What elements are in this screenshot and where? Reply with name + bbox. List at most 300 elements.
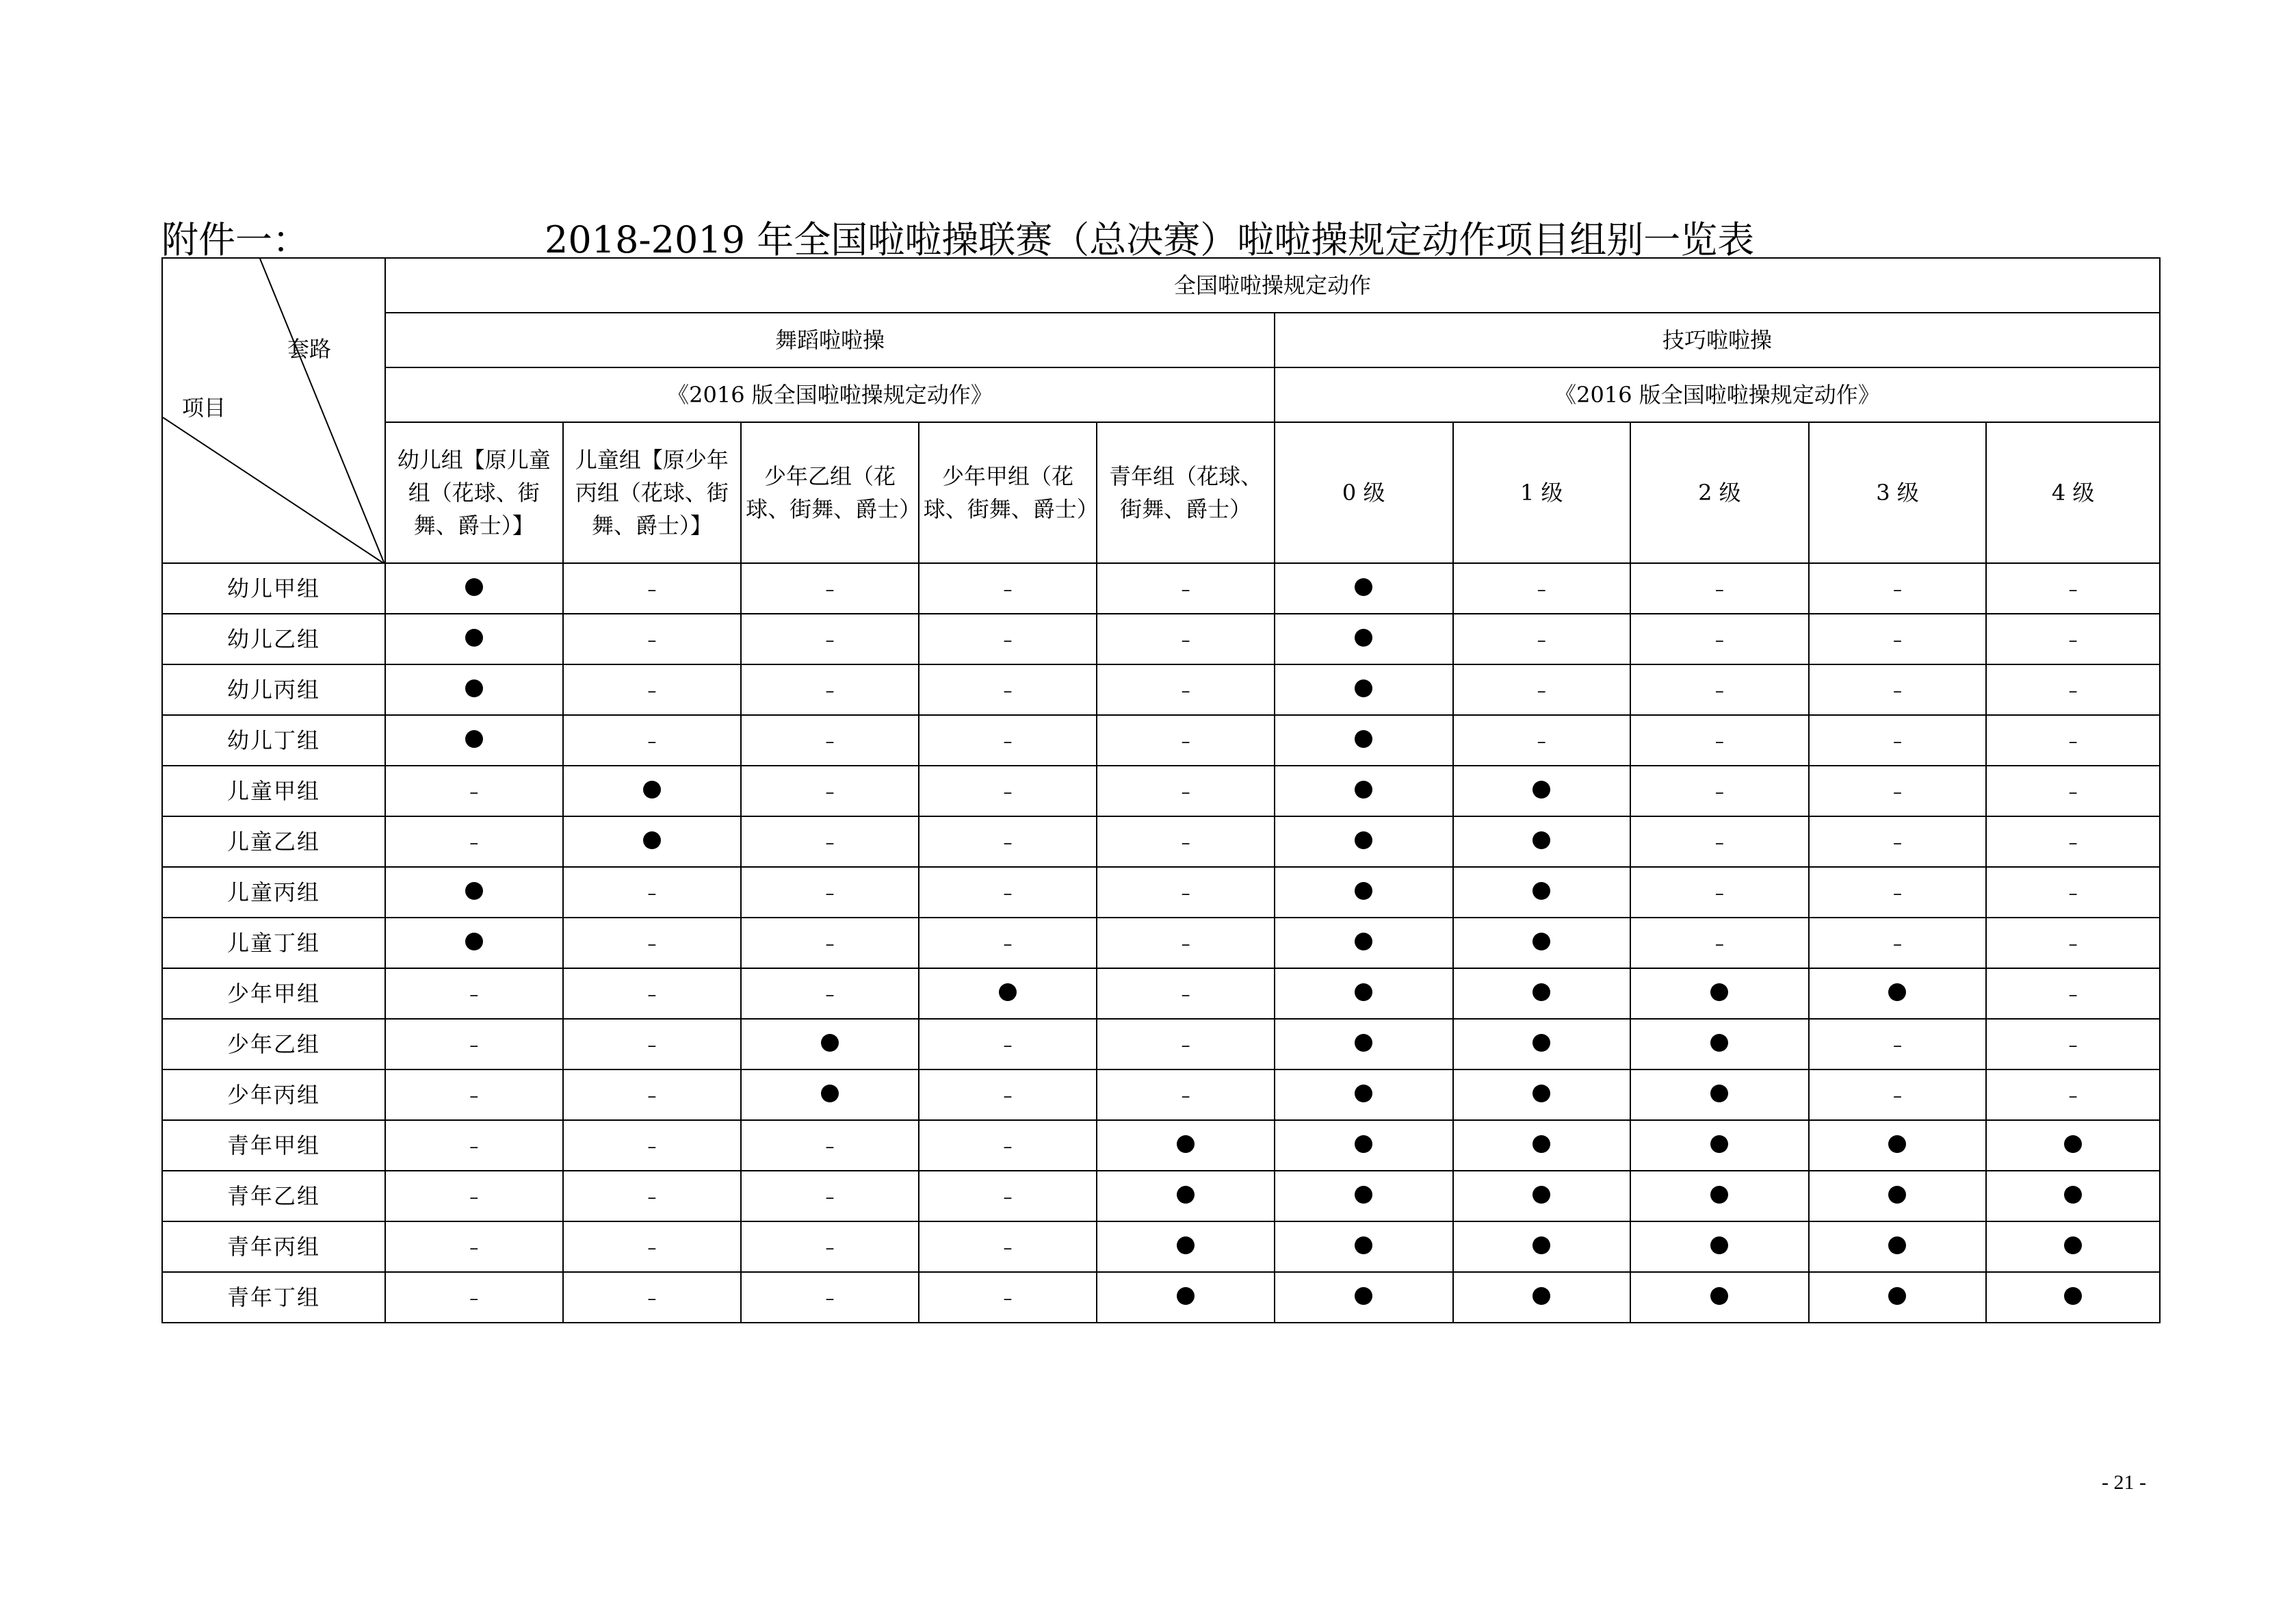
filled-dot-icon [1177, 1287, 1195, 1305]
filled-dot-icon [2064, 1135, 2082, 1153]
table-cell [563, 816, 742, 867]
dash-mark: – [825, 731, 835, 752]
filled-dot-icon [465, 730, 483, 748]
dash-mark: – [1181, 933, 1190, 955]
table-cell [385, 867, 563, 918]
top-header: 全国啦啦操规定动作 [385, 258, 2160, 313]
filled-dot-icon [1532, 933, 1550, 950]
table-cell [741, 1221, 919, 1272]
dash-mark: – [1181, 1035, 1190, 1056]
table-cell [919, 664, 1097, 715]
table-cell [1809, 1069, 1987, 1120]
dash-mark: – [1714, 883, 1724, 904]
dash-mark: – [1003, 1136, 1013, 1157]
dash-mark: – [1181, 1085, 1190, 1106]
table-cell [385, 766, 563, 816]
dash-mark: – [1537, 731, 1546, 752]
row-label: 少年乙组 [162, 1019, 385, 1069]
dash-mark: – [1892, 680, 1902, 701]
dash-mark: – [1892, 630, 1902, 651]
table-cell [1097, 1069, 1275, 1120]
dash-mark: – [1003, 1085, 1013, 1106]
table-cell [741, 918, 919, 968]
filled-dot-icon [1532, 1085, 1550, 1102]
filled-dot-icon [1888, 983, 1906, 1001]
dash-mark: – [469, 1136, 479, 1157]
table-cell [1275, 968, 1453, 1019]
filled-dot-icon [465, 882, 483, 900]
filled-dot-icon [1355, 781, 1372, 799]
table-cell [1630, 766, 1809, 816]
filled-dot-icon [1710, 1085, 1728, 1102]
header-row-3 [162, 367, 2160, 422]
table-cell [563, 1069, 742, 1120]
table-cell [1809, 968, 1987, 1019]
column-header-row [162, 422, 2160, 563]
table-cell [1097, 968, 1275, 1019]
filled-dot-icon [1888, 1135, 1906, 1153]
table-cell [563, 968, 742, 1019]
dash-mark: – [1003, 579, 1013, 600]
table-cell [1453, 715, 1631, 766]
filled-dot-icon [1177, 1135, 1195, 1153]
table-cell [1097, 1120, 1275, 1171]
table-cell [741, 816, 919, 867]
table-cell [385, 1120, 563, 1171]
row-label: 儿童丙组 [162, 867, 385, 918]
dash-mark: – [1892, 1035, 1902, 1056]
table-cell [385, 1019, 563, 1069]
dash-mark: – [647, 984, 657, 1005]
table-cell [385, 1221, 563, 1272]
table-cell [1275, 1272, 1453, 1323]
table-cell [385, 715, 563, 766]
filled-dot-icon [643, 831, 661, 849]
table-cell [1630, 1120, 1809, 1171]
table-cell [1809, 816, 1987, 867]
table-cell [385, 1069, 563, 1120]
table-row [162, 816, 2160, 867]
table-row [162, 867, 2160, 918]
filled-dot-icon [1532, 1287, 1550, 1305]
dash-mark: – [825, 984, 835, 1005]
dash-mark: – [469, 1237, 479, 1258]
dash-mark: – [469, 1035, 479, 1056]
dash-mark: – [1714, 781, 1724, 803]
table-row [162, 766, 2160, 816]
table-cell [1097, 563, 1275, 614]
table-cell [741, 1272, 919, 1323]
dash-mark: – [1003, 883, 1013, 904]
table-cell [741, 1120, 919, 1171]
table-cell [563, 1221, 742, 1272]
table-cell [1809, 1221, 1987, 1272]
group-header-dance: 舞蹈啦啦操 [385, 313, 1275, 367]
table-cell [1097, 664, 1275, 715]
table-cell [741, 1069, 919, 1120]
filled-dot-icon [2064, 1236, 2082, 1254]
table-cell [1453, 1221, 1631, 1272]
table-cell [563, 563, 742, 614]
table-cell [919, 1019, 1097, 1069]
table-cell [385, 968, 563, 1019]
dash-mark: – [647, 1237, 657, 1258]
table-cell [563, 766, 742, 816]
dash-mark: – [647, 883, 657, 904]
filled-dot-icon [1710, 983, 1728, 1001]
table-cell [1275, 1171, 1453, 1221]
row-label: 少年甲组 [162, 968, 385, 1019]
table-cell [1097, 816, 1275, 867]
table-cell [919, 816, 1097, 867]
filled-dot-icon [2064, 1287, 2082, 1305]
column-header: 4 级 [1986, 422, 2160, 563]
filled-dot-icon [1355, 983, 1372, 1001]
filled-dot-icon [1532, 781, 1550, 799]
table-cell [1453, 867, 1631, 918]
filled-dot-icon [1355, 679, 1372, 697]
row-label: 青年乙组 [162, 1171, 385, 1221]
table-cell [385, 918, 563, 968]
table-cell [1275, 766, 1453, 816]
table-cell [1986, 1069, 2160, 1120]
table-cell [1809, 918, 1987, 968]
table-cell [1630, 563, 1809, 614]
table-cell [1097, 1171, 1275, 1221]
title-row [161, 205, 2161, 260]
dash-mark: – [825, 933, 835, 955]
row-label: 幼儿丙组 [162, 664, 385, 715]
filled-dot-icon [1355, 629, 1372, 647]
table-cell [1453, 816, 1631, 867]
table-cell [563, 1272, 742, 1323]
filled-dot-icon [465, 578, 483, 596]
dash-mark: – [2068, 832, 2078, 853]
dash-mark: – [647, 933, 657, 955]
table-cell [1097, 1272, 1275, 1323]
table-cell [1986, 918, 2160, 968]
table-cell [741, 563, 919, 614]
corner-label-item: 项目 [182, 395, 226, 421]
dash-mark: – [1003, 1035, 1013, 1056]
table-row [162, 715, 2160, 766]
filled-dot-icon [1532, 1034, 1550, 1052]
row-label: 少年丙组 [162, 1069, 385, 1120]
dash-mark: – [647, 1288, 657, 1309]
table-cell [919, 715, 1097, 766]
filled-dot-icon [821, 1034, 839, 1052]
dash-mark: – [647, 680, 657, 701]
table-cell [385, 614, 563, 664]
row-label: 儿童丁组 [162, 918, 385, 968]
dash-mark: – [2068, 883, 2078, 904]
table-cell [1986, 867, 2160, 918]
dash-mark: – [647, 731, 657, 752]
table-cell [1275, 664, 1453, 715]
dash-mark: – [647, 1085, 657, 1106]
column-header: 1 级 [1453, 422, 1631, 563]
dash-mark: – [825, 781, 835, 803]
dash-mark: – [1003, 1186, 1013, 1208]
filled-dot-icon [643, 781, 661, 799]
table-cell [385, 1272, 563, 1323]
table-cell [1986, 563, 2160, 614]
filled-dot-icon [821, 1085, 839, 1102]
table-cell [1275, 614, 1453, 664]
dash-mark: – [1181, 984, 1190, 1005]
dash-mark: – [825, 832, 835, 853]
column-header: 0 级 [1275, 422, 1453, 563]
dash-mark: – [1537, 579, 1546, 600]
filled-dot-icon [1710, 1186, 1728, 1204]
dash-mark: – [1181, 680, 1190, 701]
table-cell [1986, 816, 2160, 867]
dash-mark: – [1892, 579, 1902, 600]
filled-dot-icon [2064, 1186, 2082, 1204]
dash-mark: – [2068, 630, 2078, 651]
table-cell [1630, 1272, 1809, 1323]
table-cell [1986, 664, 2160, 715]
table-cell [1453, 1019, 1631, 1069]
table-cell [1986, 1019, 2160, 1069]
filled-dot-icon [1355, 578, 1372, 596]
table-cell [1809, 1019, 1987, 1069]
dash-mark: – [825, 1288, 835, 1309]
table-cell [1453, 1120, 1631, 1171]
row-label: 青年甲组 [162, 1120, 385, 1171]
dash-mark: – [1714, 579, 1724, 600]
table-cell [563, 1019, 742, 1069]
dash-mark: – [1003, 832, 1013, 853]
table-cell [1097, 715, 1275, 766]
table-cell [741, 664, 919, 715]
dash-mark: – [647, 630, 657, 651]
filled-dot-icon [1177, 1186, 1195, 1204]
dash-mark: – [1181, 630, 1190, 651]
dash-mark: – [469, 1186, 479, 1208]
row-label: 幼儿甲组 [162, 563, 385, 614]
table-cell [1630, 1019, 1809, 1069]
table-cell [1097, 1221, 1275, 1272]
table-cell [1275, 1019, 1453, 1069]
table-cell [1453, 1069, 1631, 1120]
table-cell [1809, 1120, 1987, 1171]
dash-mark: – [1181, 781, 1190, 803]
dash-mark: – [647, 579, 657, 600]
column-header: 少年乙组（花球、街舞、爵士） [741, 422, 919, 563]
table-cell [563, 715, 742, 766]
table-row [162, 1171, 2160, 1221]
table-cell [1630, 1069, 1809, 1120]
filled-dot-icon [1532, 983, 1550, 1001]
table-cell [1809, 563, 1987, 614]
table-cell [1453, 664, 1631, 715]
filled-dot-icon [1710, 1135, 1728, 1153]
filled-dot-icon [1355, 933, 1372, 950]
filled-dot-icon [1888, 1236, 1906, 1254]
dash-mark: – [469, 1288, 479, 1309]
table-row [162, 918, 2160, 968]
dash-mark: – [1892, 781, 1902, 803]
dash-mark: – [2068, 933, 2078, 955]
table-cell [1453, 918, 1631, 968]
table-row [162, 1272, 2160, 1323]
row-label: 儿童乙组 [162, 816, 385, 867]
row-label: 青年丁组 [162, 1272, 385, 1323]
diagonal-line-1 [260, 259, 384, 564]
dash-mark: – [1003, 781, 1013, 803]
filled-dot-icon [465, 679, 483, 697]
table-cell [385, 664, 563, 715]
table-cell [1986, 968, 2160, 1019]
version-header-skill: 《2016 版全国啦啦操规定动作》 [1275, 367, 2160, 422]
table-cell [1275, 867, 1453, 918]
dash-mark: – [647, 1186, 657, 1208]
filled-dot-icon [465, 629, 483, 647]
table-cell [1630, 715, 1809, 766]
filled-dot-icon [1355, 1034, 1372, 1052]
table-cell [385, 1171, 563, 1221]
column-header: 儿童组【原少年丙组（花球、街舞、爵士）】 [563, 422, 742, 563]
table-cell [1986, 1120, 2160, 1171]
filled-dot-icon [1710, 1034, 1728, 1052]
document-title: 2018-2019 年全国啦啦操联赛（总决赛）啦啦操规定动作项目组别一览表 [545, 218, 1755, 261]
table-cell [919, 1120, 1097, 1171]
dash-mark: – [1181, 579, 1190, 600]
dash-mark: – [2068, 731, 2078, 752]
column-header: 青年组（花球、街舞、爵士） [1097, 422, 1275, 563]
filled-dot-icon [1355, 730, 1372, 748]
filled-dot-icon [1888, 1287, 1906, 1305]
row-label: 幼儿丁组 [162, 715, 385, 766]
dash-mark: – [647, 1035, 657, 1056]
table-cell [1630, 1171, 1809, 1221]
table-row [162, 968, 2160, 1019]
table-cell [919, 563, 1097, 614]
dash-mark: – [1892, 832, 1902, 853]
filled-dot-icon [1532, 1135, 1550, 1153]
table-cell [1453, 1171, 1631, 1221]
table-row [162, 1221, 2160, 1272]
table-cell [1809, 664, 1987, 715]
table-cell [919, 1221, 1097, 1272]
table-cell [1453, 614, 1631, 664]
table-cell [563, 1171, 742, 1221]
dash-mark: – [1892, 883, 1902, 904]
table-cell [1986, 1221, 2160, 1272]
table-cell [1630, 968, 1809, 1019]
filled-dot-icon [1532, 1236, 1550, 1254]
dash-mark: – [825, 579, 835, 600]
dash-mark: – [469, 1085, 479, 1106]
dash-mark: – [1892, 1085, 1902, 1106]
dash-mark: – [1181, 883, 1190, 904]
table-cell [1986, 1272, 2160, 1323]
dash-mark: – [1714, 933, 1724, 955]
filled-dot-icon [1355, 1085, 1372, 1102]
dash-mark: – [469, 832, 479, 853]
table-cell [1453, 563, 1631, 614]
header-row-2 [162, 313, 2160, 367]
table-cell [1986, 715, 2160, 766]
dash-mark: – [1003, 1288, 1013, 1309]
dash-mark: – [1714, 832, 1724, 853]
table-cell [919, 968, 1097, 1019]
dash-mark: – [825, 1136, 835, 1157]
filled-dot-icon [1355, 1236, 1372, 1254]
filled-dot-icon [999, 983, 1017, 1001]
dash-mark: – [1003, 680, 1013, 701]
table-cell [385, 816, 563, 867]
table-cell [1275, 816, 1453, 867]
table-cell [563, 614, 742, 664]
table-cell [1986, 766, 2160, 816]
group-header-skill: 技巧啦啦操 [1275, 313, 2160, 367]
column-header: 2 级 [1630, 422, 1809, 563]
dash-mark: – [1714, 731, 1724, 752]
corner-cell [162, 258, 385, 563]
filled-dot-icon [1355, 1287, 1372, 1305]
project-group-table [161, 257, 2161, 1323]
dash-mark: – [1003, 933, 1013, 955]
row-label: 儿童甲组 [162, 766, 385, 816]
table-cell [1275, 715, 1453, 766]
filled-dot-icon [465, 933, 483, 950]
table-cell [1630, 1221, 1809, 1272]
table-cell [1097, 867, 1275, 918]
column-header: 幼儿组【原儿童组（花球、街舞、爵士）】 [385, 422, 563, 563]
table-cell [1809, 1272, 1987, 1323]
table-body [162, 258, 2160, 1323]
table-cell [741, 614, 919, 664]
table-cell [741, 1019, 919, 1069]
table-row [162, 664, 2160, 715]
page-number: - 21 - [2102, 1471, 2146, 1494]
table-cell [1097, 918, 1275, 968]
dash-mark: – [1892, 933, 1902, 955]
dash-mark: – [469, 984, 479, 1005]
dash-mark: – [1892, 731, 1902, 752]
filled-dot-icon [1532, 882, 1550, 900]
filled-dot-icon [1888, 1186, 1906, 1204]
table-cell [1275, 1069, 1453, 1120]
dash-mark: – [825, 1237, 835, 1258]
filled-dot-icon [1355, 1186, 1372, 1204]
table-cell [563, 664, 742, 715]
dash-mark: – [1181, 731, 1190, 752]
table-cell [1097, 1019, 1275, 1069]
diagonal-line-2 [163, 417, 384, 564]
filled-dot-icon [1177, 1236, 1195, 1254]
column-header: 少年甲组（花球、街舞、爵士） [919, 422, 1097, 563]
table-cell [741, 1171, 919, 1221]
table-cell [1809, 867, 1987, 918]
table-cell [919, 1069, 1097, 1120]
filled-dot-icon [1355, 831, 1372, 849]
table-cell [919, 918, 1097, 968]
table-cell [1630, 664, 1809, 715]
dash-mark: – [2068, 1035, 2078, 1056]
table-cell [919, 1272, 1097, 1323]
filled-dot-icon [1710, 1287, 1728, 1305]
header-row-1 [162, 258, 2160, 313]
dash-mark: – [2068, 680, 2078, 701]
row-label: 幼儿乙组 [162, 614, 385, 664]
dash-mark: – [2068, 1085, 2078, 1106]
dash-mark: – [1714, 680, 1724, 701]
table-cell [1275, 1120, 1453, 1171]
dash-mark: – [1714, 630, 1724, 651]
